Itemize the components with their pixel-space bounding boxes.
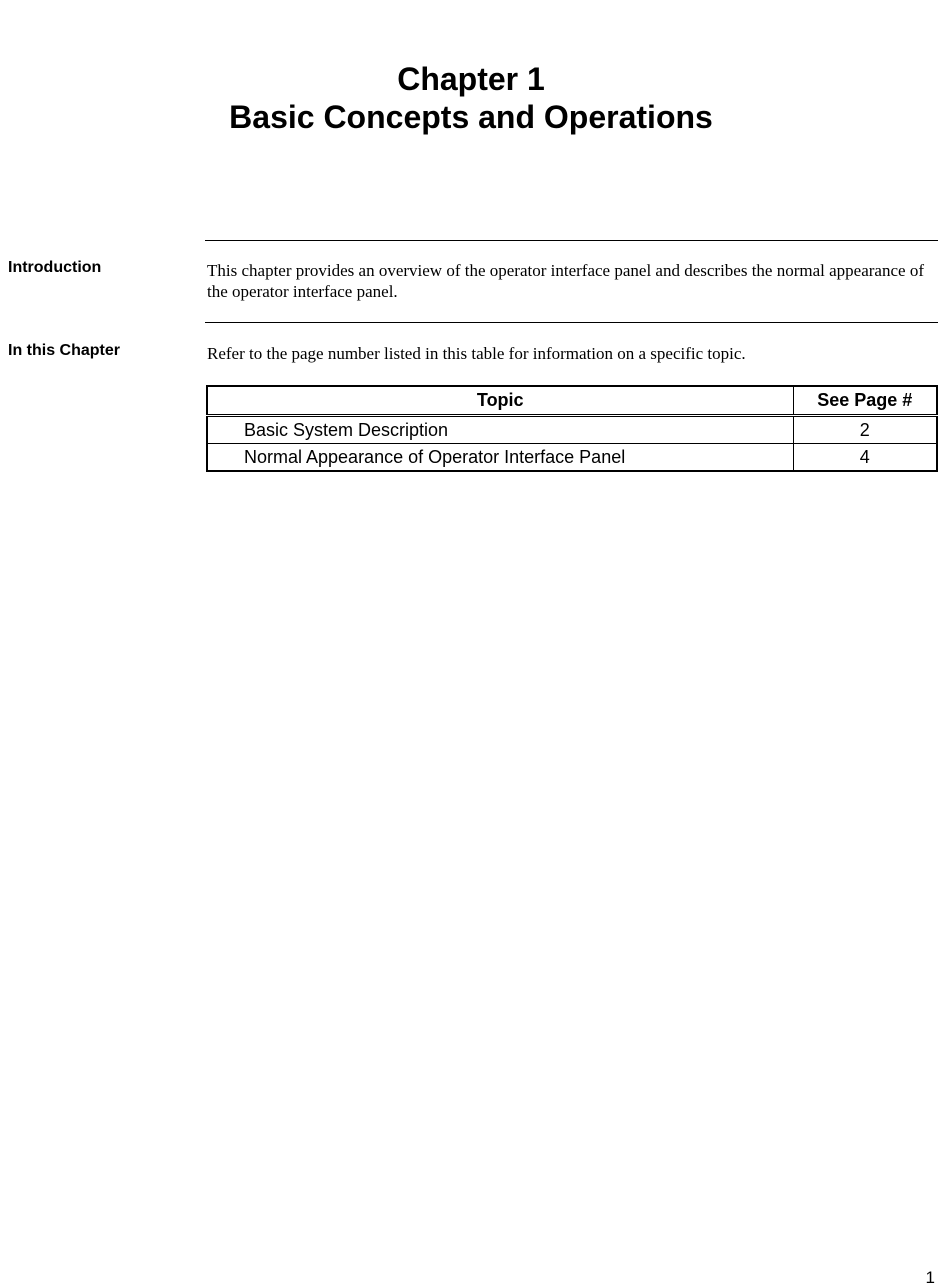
page-cell: 2 [793, 416, 937, 444]
page-number: 1 [925, 1268, 935, 1287]
page-cell: 4 [859, 446, 870, 467]
table-header-row [207, 386, 937, 416]
in-this-chapter-text: Refer to the page number listed in this table for information on a specific topic. [207, 344, 746, 363]
chapter-title [0, 60, 942, 136]
topic-table [206, 385, 938, 472]
column-header-topic: Topic [207, 386, 793, 416]
introduction-label: Introduction [8, 259, 102, 276]
topic-cell: Basic System Description [207, 416, 793, 444]
column-header-page: See Page # [793, 386, 937, 416]
section-divider-middle [205, 322, 938, 323]
introduction-text: This chapter provides an overview of the operator interface panel and describes the normal appearance of the operator interface panel. [207, 261, 924, 301]
section-divider-top [205, 240, 938, 241]
table-row [207, 416, 937, 444]
chapter-name: Basic Concepts and Operations [229, 99, 713, 135]
chapter-number: Chapter 1 [397, 61, 545, 97]
topic-cell: Normal Appearance of Operator Interface Panel [207, 444, 793, 472]
table-row [207, 444, 937, 472]
in-this-chapter-label: In this Chapter [8, 342, 121, 359]
